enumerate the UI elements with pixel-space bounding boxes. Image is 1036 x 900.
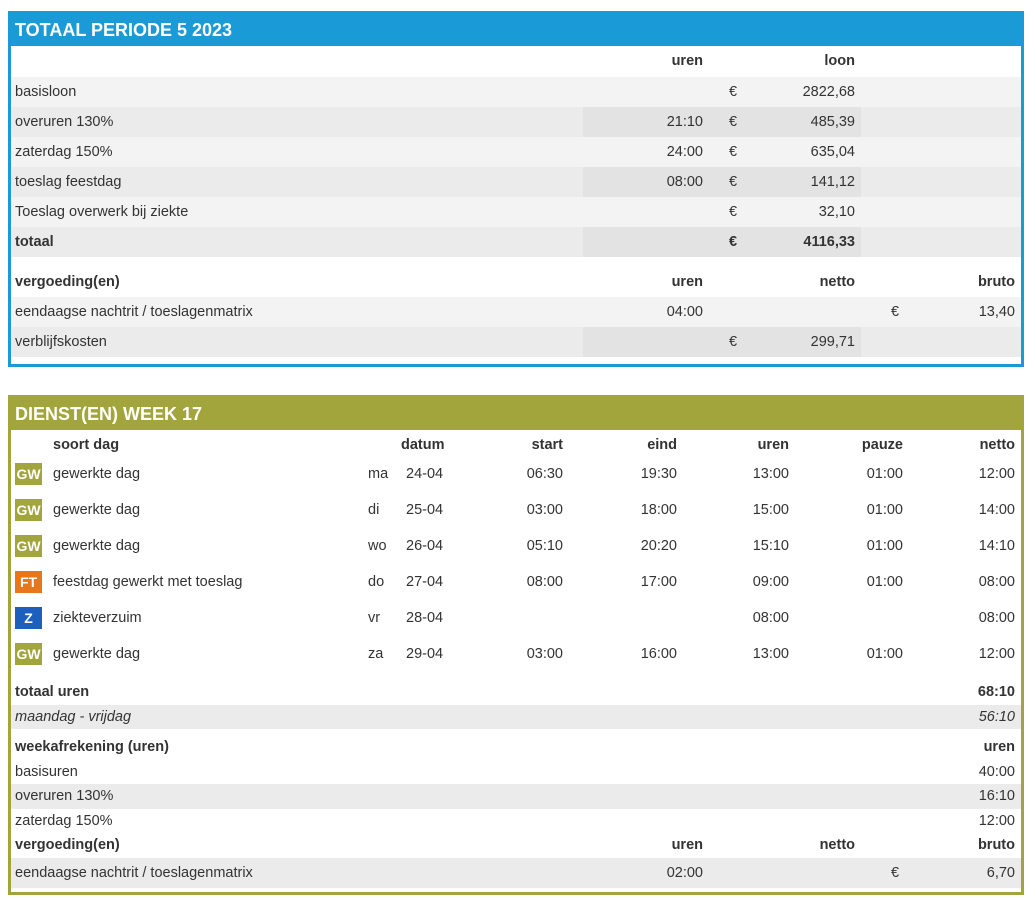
loon-total-row [11, 227, 1021, 257]
loon-row-currency: € [729, 144, 738, 160]
dienst-datum: 28-04 [406, 610, 444, 626]
loon-row-uren: 24:00 [666, 144, 703, 160]
dienst-uren: 13:00 [752, 466, 789, 482]
dagsoort-badge-icon: GW [15, 499, 42, 521]
loon-row-currency: € [729, 84, 738, 100]
dienst-uren: 13:00 [752, 646, 789, 662]
dienst-soort: ziekteverzuim [53, 610, 142, 626]
loon-row-loon: 635,04 [810, 144, 855, 160]
dienst-eind: 20:20 [640, 538, 677, 554]
dienst-datum: 26-04 [406, 538, 444, 554]
dienst-start: 05:10 [526, 538, 563, 554]
weekafrekening-label: weekafrekening (uren) [15, 739, 169, 755]
verg-header-row [11, 833, 1021, 858]
dienst-start: 03:00 [526, 646, 563, 662]
weekafrekening-header-row [11, 735, 1021, 760]
dienst-row [11, 456, 1021, 492]
verg-row-label: verblijfskosten [15, 334, 107, 350]
col-header-netto: netto [979, 437, 1015, 453]
dienst-soort: gewerkte dag [53, 538, 141, 554]
dienst-dag: ma [368, 466, 389, 482]
dienst-row [11, 636, 1021, 672]
loon-row-label: Toeslag overwerk bij ziekte [15, 204, 189, 220]
dienst-eind: 17:00 [640, 574, 677, 590]
dienst-row [11, 564, 1021, 600]
verg-row-uren: 02:00 [666, 864, 703, 881]
dienst-pauze: 01:00 [866, 646, 903, 662]
dagsoort-badge-icon: Z [15, 607, 42, 629]
dienst-eind: 18:00 [640, 502, 677, 518]
verg-row-label: eendaagse nachtrit / toeslagenmatrix [15, 864, 253, 881]
weekafrekening-row [11, 784, 1021, 809]
dienst-row [11, 600, 1021, 636]
col-header-loon: loon [824, 53, 855, 69]
dienst-dag: di [368, 502, 380, 518]
loon-row-uren: 08:00 [666, 174, 703, 190]
dagsoort-badge-icon: GW [15, 535, 42, 557]
dienst-pauze: 01:00 [866, 502, 903, 518]
col-header-soort: soort dag [53, 437, 120, 453]
dienst-uren: 15:00 [752, 502, 789, 518]
loon-row-label: overuren 130% [15, 114, 114, 130]
dienst-pauze: 01:00 [866, 466, 903, 482]
dienst-dag: wo [368, 538, 387, 554]
col-header-bruto: bruto [977, 837, 1015, 853]
loon-total-value: 4116,33 [803, 234, 855, 250]
loon-row [11, 77, 1021, 107]
verg-row-netto-currency: € [729, 334, 738, 350]
dienst-netto: 12:00 [978, 466, 1015, 482]
col-header-uren: uren [671, 53, 703, 69]
totaal-uren-value: 68:10 [977, 684, 1015, 700]
dienst-eind: 19:30 [640, 466, 677, 482]
header-row [11, 430, 1021, 456]
loon-row-label: basisloon [15, 84, 77, 100]
loon-row [11, 167, 1021, 197]
totaal-uren-row [11, 680, 1021, 705]
weekafrekening-row-label: zaterdag 150% [15, 812, 113, 829]
dienst-dag: za [368, 646, 384, 662]
diensten-week-panel [8, 395, 1024, 895]
loon-row-label: toeslag feestdag [15, 174, 122, 190]
totaal-periode-panel [8, 11, 1024, 367]
totaal-uren-label: totaal uren [15, 684, 90, 700]
dagsoort-badge-icon: FT [15, 571, 42, 593]
weekafrekening-row-value: 40:00 [978, 763, 1015, 780]
verg-row-bruto: 13,40 [978, 304, 1015, 320]
dienst-datum: 24-04 [406, 466, 444, 482]
loon-row-uren: 21:10 [666, 114, 703, 130]
weekafrekening-row-label: basisuren [15, 763, 78, 780]
verg-header-row [11, 267, 1021, 297]
dienst-datum: 25-04 [406, 502, 444, 518]
dienst-row [11, 492, 1021, 528]
verg-row-bruto: 6,70 [986, 864, 1015, 881]
col-header-start: start [531, 437, 563, 453]
weekafrekening-row-value: 16:10 [978, 788, 1015, 804]
verg-label: vergoeding(en) [15, 837, 120, 853]
dienst-soort: feestdag gewerkt met toeslag [53, 574, 243, 590]
dienst-netto: 08:00 [978, 610, 1015, 626]
loon-row-loon: 485,39 [810, 114, 855, 130]
loon-row [11, 197, 1021, 227]
verg-row-netto: 299,71 [810, 334, 855, 350]
weekafrekening-col-uren: uren [983, 739, 1015, 755]
loon-row-currency: € [729, 114, 738, 130]
col-header-uren: uren [671, 837, 703, 853]
dienst-uren: 09:00 [752, 574, 789, 590]
verg-row-bruto-currency: € [891, 864, 900, 881]
dienst-row [11, 528, 1021, 564]
weekafrekening-row [11, 809, 1021, 834]
dienst-pauze: 01:00 [866, 574, 903, 590]
dienst-uren: 15:10 [752, 538, 789, 554]
col-header-pauze: pauze [861, 437, 903, 453]
dienst-soort: gewerkte dag [53, 466, 141, 482]
weekafrekening-row-value: 12:00 [978, 812, 1015, 829]
col-header-netto: netto [819, 274, 855, 290]
col-header-uren: uren [757, 437, 789, 453]
dienst-uren: 08:00 [752, 610, 789, 626]
verg-row [11, 327, 1021, 357]
loon-row [11, 137, 1021, 167]
col-header-netto: netto [819, 837, 855, 853]
loon-row [11, 107, 1021, 137]
col-header-uren: uren [671, 274, 703, 290]
maandag-vrijdag-row [11, 705, 1021, 730]
verg-row-label: eendaagse nachtrit / toeslagenmatrix [15, 304, 253, 320]
loon-row-label: zaterdag 150% [15, 144, 113, 160]
loon-total-currency: € [729, 234, 738, 250]
verg-label: vergoeding(en) [15, 274, 120, 290]
dienst-dag: vr [368, 610, 381, 626]
panel-title: DIENST(EN) WEEK 17 [11, 398, 1021, 430]
dienst-start: 03:00 [526, 502, 563, 518]
loon-row-currency: € [729, 204, 738, 220]
dienst-start: 08:00 [526, 574, 563, 590]
header-row [11, 46, 1021, 77]
dienst-datum: 29-04 [406, 646, 444, 662]
loon-total-label: totaal [15, 234, 54, 250]
dienst-eind: 16:00 [640, 646, 677, 662]
dienst-netto: 14:10 [978, 538, 1015, 554]
dienst-soort: gewerkte dag [53, 646, 141, 662]
dienst-netto: 08:00 [978, 574, 1015, 590]
col-header-datum: datum [401, 437, 445, 453]
dienst-netto: 14:00 [978, 502, 1015, 518]
verg-row-uren: 04:00 [666, 304, 703, 320]
dienst-netto: 12:00 [978, 646, 1015, 662]
weekafrekening-row [11, 760, 1021, 785]
verg-row [11, 297, 1021, 327]
dienst-datum: 27-04 [406, 574, 444, 590]
col-header-bruto: bruto [977, 274, 1015, 290]
dagsoort-badge-icon: GW [15, 643, 42, 665]
panel-title: TOTAAL PERIODE 5 2023 [11, 14, 1021, 46]
loon-row-loon: 141,12 [810, 174, 855, 190]
col-header-eind: eind [647, 437, 677, 453]
maandag-vrijdag-label: maandag - vrijdag [15, 708, 132, 725]
weekafrekening-row-label: overuren 130% [15, 788, 114, 804]
verg-row-bruto-currency: € [891, 304, 900, 320]
loon-row-loon: 2822,68 [802, 84, 855, 100]
maandag-vrijdag-value: 56:10 [978, 708, 1015, 725]
dagsoort-badge-icon: GW [15, 463, 42, 485]
loon-row-currency: € [729, 174, 738, 190]
verg-row [11, 858, 1021, 888]
dienst-start: 06:30 [526, 466, 563, 482]
loon-row-loon: 32,10 [818, 204, 855, 220]
dienst-pauze: 01:00 [866, 538, 903, 554]
dienst-soort: gewerkte dag [53, 502, 141, 518]
dienst-dag: do [368, 574, 385, 590]
